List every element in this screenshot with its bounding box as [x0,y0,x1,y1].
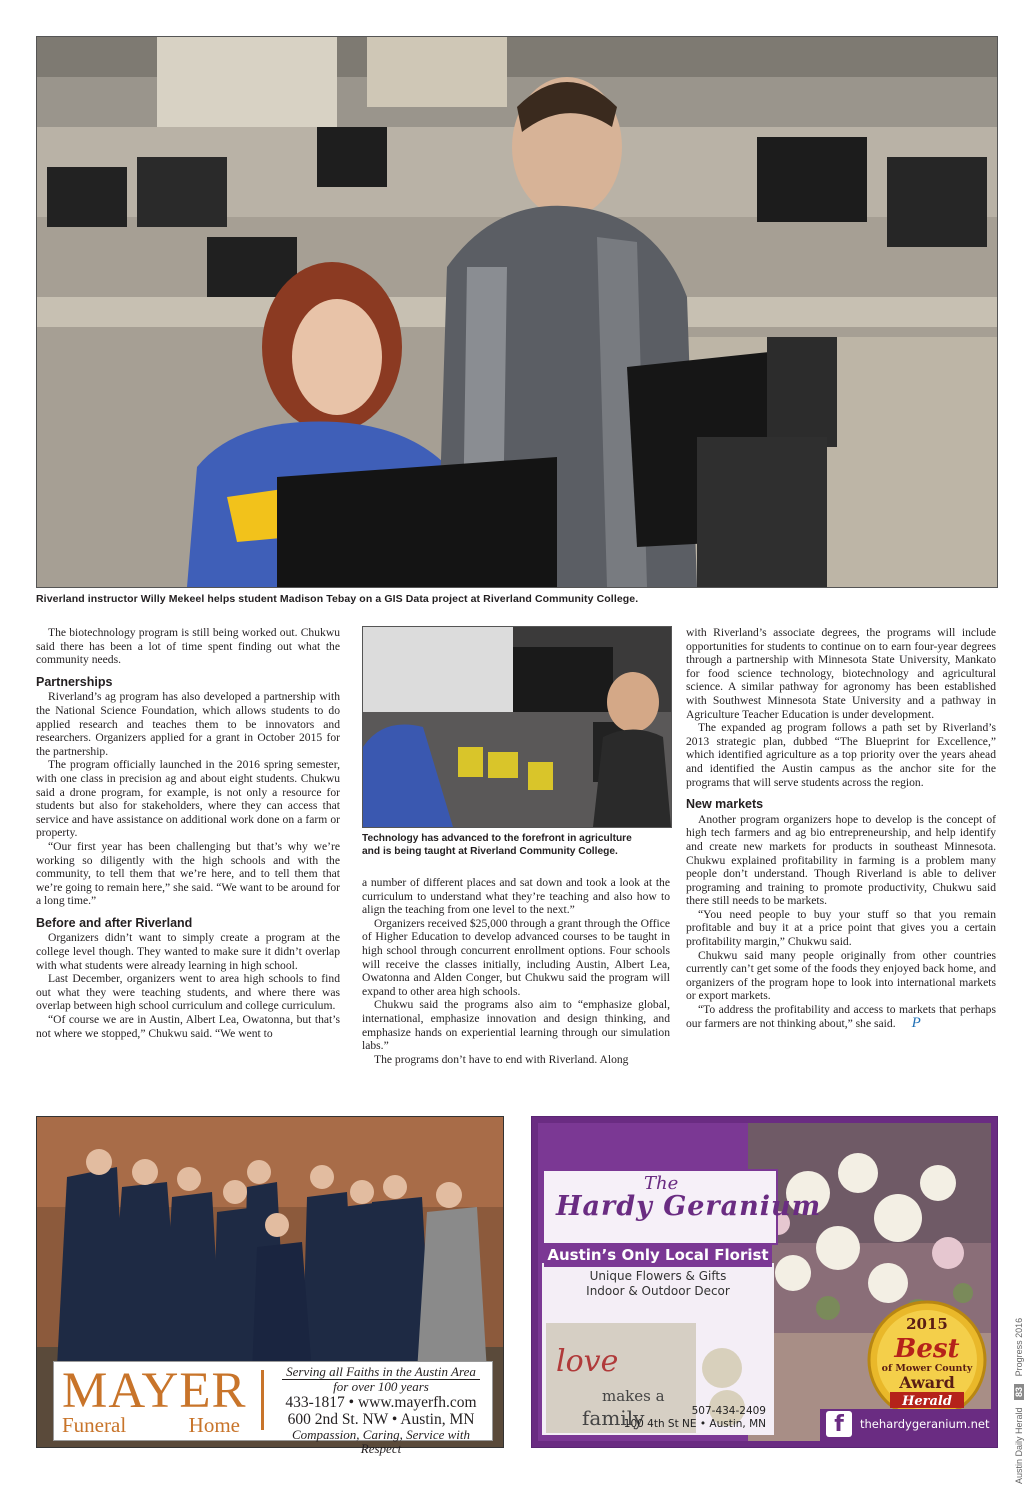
article-column-3 [686,626,996,1030]
main-photo-caption: Riverland instructor Willy Mekeel helps student Madison Tebay on a GIS Data project at Riverland Community College. [36,593,639,605]
caption-line: and is being taught at Riverland Community College. [362,846,618,857]
mayer-logo-home: Home [188,1413,240,1437]
mayer-logo-name: MAYER [62,1363,247,1419]
article-column-2 [362,876,670,1066]
article-column-1 [36,626,340,1040]
sign-love: love [556,1344,619,1379]
geranium-address: 100 4th St NE • Austin, MN [623,1418,766,1430]
mayer-phone-web: 433-1817 • www.mayerfh.com [285,1394,477,1411]
sign-makes-a: makes a [602,1387,665,1405]
inline-photo-caption [362,832,670,858]
page-folio [1006,1317,1024,1484]
facebook-icon: f [826,1411,852,1437]
caption-line: Technology has advanced to the forefront in agriculture [362,833,632,844]
subhead-before-after: Before and after Riverland [36,915,193,930]
mayer-tagline: Serving all Faiths in the Austin Area [286,1364,476,1379]
paragraph-text: “To address the profitability and access to markets that perhaps our farmers are not thinking about,” she said. [686,1003,996,1030]
mayer-motto: Compassion, Caring, Service with Respect [291,1427,471,1456]
lab-equipment-photo-illustration [363,627,671,827]
seal-award: Award [899,1373,955,1392]
seal-of: of Mower County [881,1363,973,1374]
paragraph: “You need people to buy your stuff so that you remain profitable and buy it at a price point that gives you a certain profitability margin,” Chukwu said. [686,907,996,949]
mayer-tagline-2: for over 100 years [333,1379,429,1394]
paragraph: a number of different places and sat down and took a look at the curriculum to understand what they’re teaching and also how to align the teaching from one level to the next.” [362,876,670,917]
mayer-funeral-home-ad [36,1116,504,1456]
paragraph: Chukwu said many people originally from other countries currently can’t get some of the foods they enjoyed back home, and organizers of the program hope to look into international markets or export markets. [686,948,996,1003]
mayer-address: 600 2nd St. NW • Austin, MN [287,1411,475,1428]
folio-page-number: 83 [1014,1384,1024,1400]
geranium-contact [544,1405,766,1431]
seal-year: 2015 [906,1315,948,1333]
mayer-logo-funeral: Funeral [62,1413,127,1437]
paragraph: with Riverland’s associate degrees, the programs will include opportunities for students to continue on to earn four-year degrees through a partnership with Minnesota State University, Mankato for food science technology, biotechnology and agricultural science. A similar pathway for agronomy has been established with Southwest Minnesota State University and a pathway in Agriculture Teacher Education is under development. [686,626,996,721]
paragraph: The biotechnology program is still being worked out. Chukwu said there has been a lot of time spent finding out what the community needs. [36,626,340,667]
folio-section: Progress 2016 [1014,1317,1024,1377]
main-photo [36,36,998,588]
paragraph: Riverland’s ag program has also developed a partnership with the National Science Foundation, which allows students to do applied research and teaches them to be innovators and researchers. Organizers applied for a grant in October 2015 for the partnership. [36,690,340,758]
hardy-geranium-ad [531,1116,998,1448]
geranium-phone: 507-434-2409 [691,1405,766,1417]
seal-best: Best [894,1334,960,1364]
paragraph: The expanded ag program follows a path set by Riverland’s 2013 strategic plan, dubbed “The Blueprint for Excellence,” which identified agriculture as a top priority over the years ahead and identified the Austin campus as the anchor site for the programs that will serve students across the region. [686,721,996,789]
mayer-logo-divider [261,1370,264,1430]
geranium-logo-block [542,1169,822,1245]
subhead-partnerships: Partnerships [36,674,113,689]
geranium-line-2: Indoor & Outdoor Decor [586,1284,730,1298]
paragraph: The program officially launched in the 2016 spring semester, with one class in precision ag and about eight students. Chukwu said a drone program, for example, is not only a resource for students but also for stakeholders, where they can access that service and have assistance on additional work done on a farm or property. [36,758,340,840]
paragraph: The programs don’t have to end with Riverland. Along [374,1052,629,1066]
paragraph: Organizers didn’t want to simply create a program at the college level though. They wanted to make sure it didn’t overlap with what students were already learning in high school. [36,931,340,972]
mayer-details [276,1365,486,1456]
geranium-line-1: Unique Flowers & Gifts [589,1269,727,1283]
inline-photo [362,626,672,828]
geranium-website: thehardygeranium.net [860,1417,990,1431]
mayer-logo-subtitle [62,1414,240,1436]
sign-family: family [582,1406,645,1430]
geranium-logo-name: Hardy Geranium [556,1191,822,1222]
paragraph: Organizers received $25,000 through a grant through the Office of Higher Education to develop advanced courses to be taught in high school through concurrent enrollment options. Four schools will receive the classes initially, including Austin, Albert Lea, Owatonna and Alden Conger, but Chukwu said the program will expand to other area high schools. [362,916,670,998]
geranium-logo-the: The [644,1173,679,1194]
best-of-mower-county-award-seal [866,1299,988,1421]
end-mark-icon: P [911,1014,921,1031]
subhead-new-markets: New markets [686,797,764,812]
geranium-ad-frame [538,1123,991,1441]
paragraph: “Of course we are in Austin, Albert Lea, Owatonna, but that’s not where we stopped,” Chukwu said. “We went to [36,1013,340,1040]
paragraph: Chukwu said the programs also aim to “emphasize global, international, emphasize innovation and design thinking, and emphasize hands on experiential learning through our simulation labs.” [362,998,670,1053]
paragraph: “Our first year has been challenging but that’s why we’re working so diligently with the high schools and with the community, to tell them that we’re here, and to tell them that we’re going to remain here,” she said. “We want to be around for a long time.” [36,839,340,908]
seal-herald: Herald [902,1394,952,1409]
geranium-tagline: Austin’s Only Local Florist [544,1243,772,1267]
mayer-info-panel [53,1361,493,1456]
geranium-social-bar [820,1409,996,1441]
folio-paper: Austin Daily Herald [1014,1407,1024,1484]
geranium-offerings [544,1269,772,1299]
folio-text [1014,1318,1024,1484]
paragraph [686,1003,996,1030]
paragraph: Last December, organizers went to area high schools to find out what they were teaching students, and where there was overlap between high school curriculum and college curriculum. [36,972,340,1013]
paragraph: Another program organizers hope to develop is the concept of high tech farmers and ag bio entrepreneurship, and help identify and create new markets for products in southeast Minnesota. Chukwu explained profitability in farming is a problem many people don’t understand. Though Riverland is able to deliver programing and training to promote productivity, Chukwu said there still needs to be markets. [686,812,996,908]
classroom-photo-illustration [37,37,997,587]
